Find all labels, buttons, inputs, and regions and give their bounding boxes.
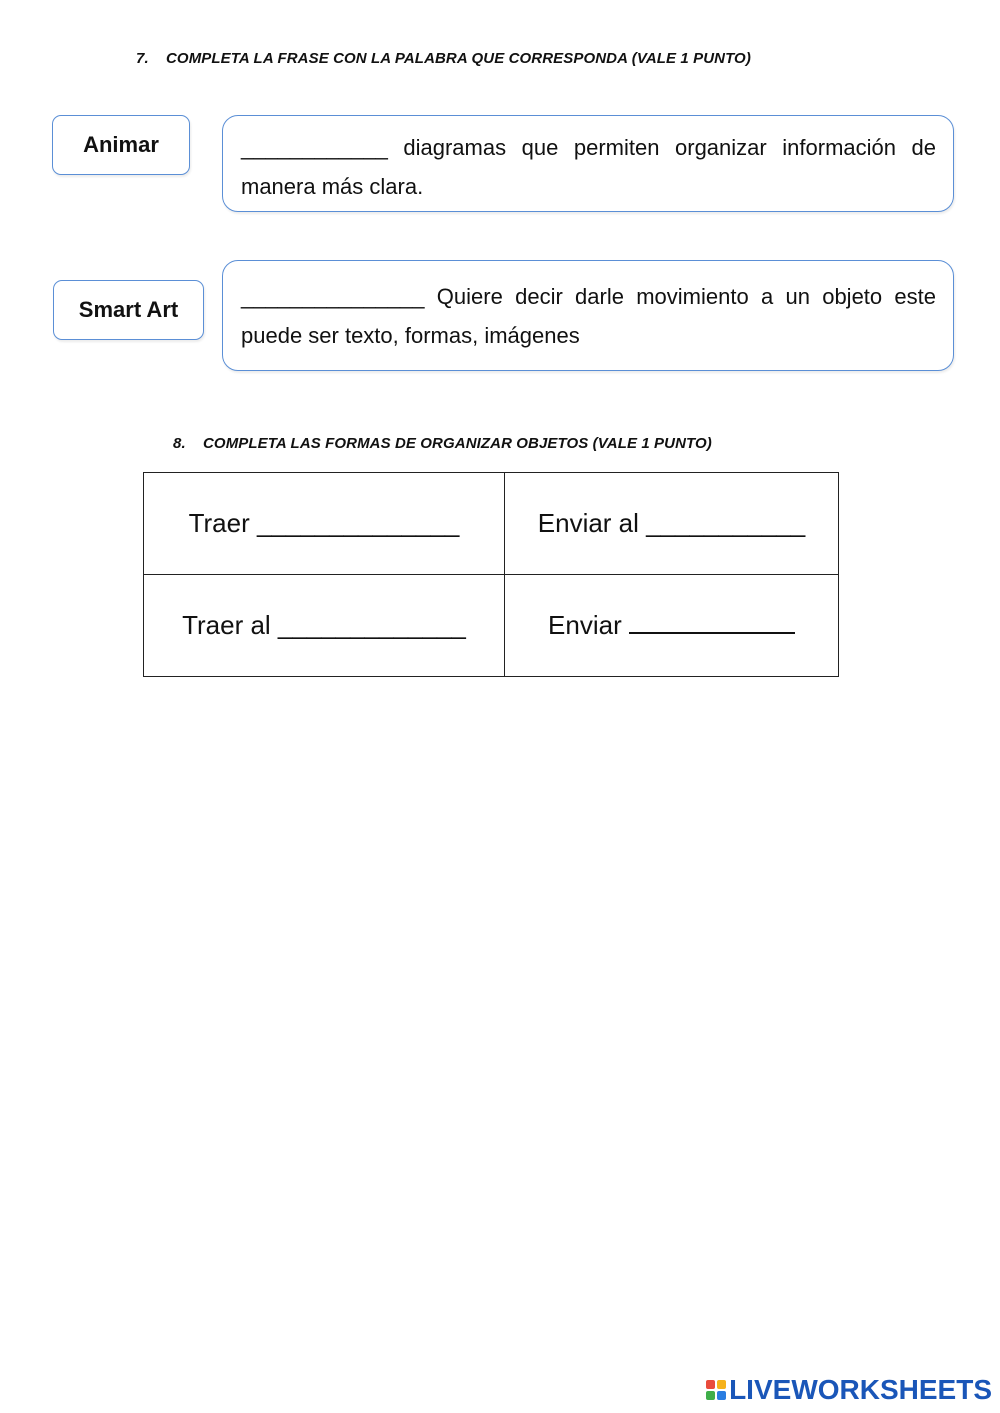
cell-text: Traer ______________	[188, 508, 460, 538]
cell-text: Enviar al ___________	[537, 508, 806, 538]
logo-squares-icon	[706, 1380, 726, 1400]
word-box-smart-art[interactable]	[53, 280, 204, 340]
word-box-label: Animar	[83, 132, 159, 157]
question-7-heading	[136, 50, 751, 67]
cell-text: Enviar	[548, 610, 622, 640]
word-box-animar[interactable]	[52, 115, 190, 175]
table-row	[144, 575, 839, 677]
answer-blank-line	[629, 614, 795, 634]
table-cell-traer-al[interactable]	[144, 575, 505, 677]
cell-text: Traer al _____________	[182, 610, 466, 640]
question-7-number: 7.	[136, 50, 149, 67]
logo-square	[706, 1380, 715, 1389]
sentence-box-2[interactable]	[222, 260, 954, 371]
logo-brand-text: LIVEWORKSHEETS	[729, 1374, 992, 1405]
question-8-heading	[173, 435, 712, 452]
logo-square	[706, 1391, 715, 1400]
sentence-text: _______________ Quiere decir darle movimiento a un objeto este puede ser texto, formas, imágenes	[241, 284, 936, 348]
word-box-label: Smart Art	[78, 297, 179, 322]
logo-square	[717, 1391, 726, 1400]
logo-square	[717, 1380, 726, 1389]
sentence-text: ____________ diagramas que permiten organizar información de manera más clara.	[241, 135, 936, 199]
liveworksheets-logo	[706, 1373, 992, 1407]
table-cell-enviar-al[interactable]	[505, 473, 839, 575]
table-row	[144, 473, 839, 575]
question-8-number: 8.	[173, 435, 186, 452]
arrange-objects-table	[143, 472, 839, 677]
question-7-title: COMPLETA LA FRASE CON LA PALABRA QUE CORRESPONDA (VALE 1 PUNTO)	[166, 50, 751, 67]
table-cell-traer[interactable]	[144, 473, 505, 575]
table-cell-enviar[interactable]	[505, 575, 839, 677]
question-8-title: COMPLETA LAS FORMAS DE ORGANIZAR OBJETOS (VALE 1 PUNTO)	[203, 435, 712, 452]
sentence-box-1[interactable]	[222, 115, 954, 212]
